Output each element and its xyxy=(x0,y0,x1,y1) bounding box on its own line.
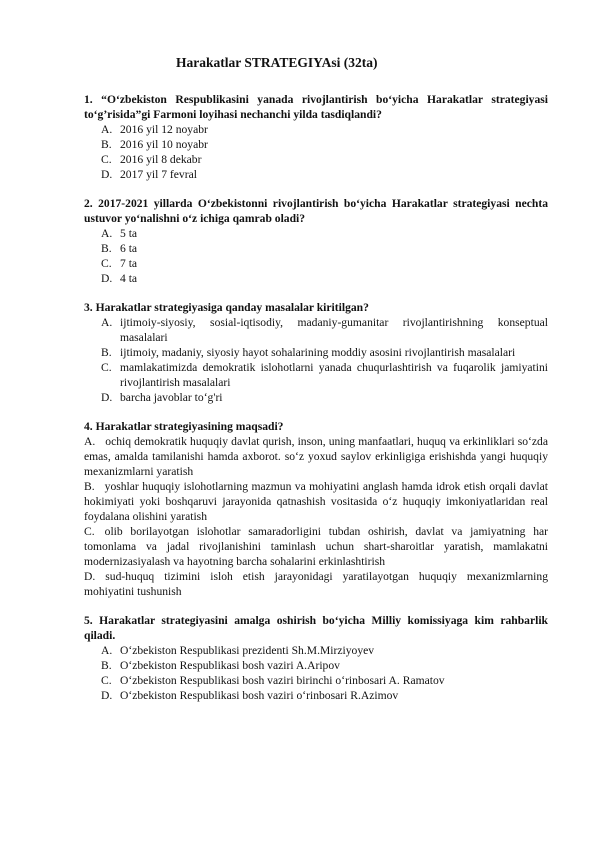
option-label: A. xyxy=(101,644,113,657)
option-label: D. xyxy=(84,570,96,583)
option-d xyxy=(101,688,548,703)
option-text: barcha javoblar to‘g'ri xyxy=(120,391,223,404)
question-text: 1. “O‘zbekiston Respublikasini yanada rivojlantirish bo‘yicha Harakatlar strategiyasi to‘g’risida”gi Farmoni loyihasi nechanchi yilda tasdiqlandi? xyxy=(84,93,548,121)
option-label: A. xyxy=(101,316,113,329)
option-c xyxy=(101,152,548,167)
option-c xyxy=(84,524,548,569)
option-text: olib borilayotgan islohotlar samaradorligini tubdan oshirish, davlat va jamiyatning har tomonlama va jadal rivojlanishini taminlash uchun shart-sharoitlar yaratish, mamlakatni modernizasiyalash va hayotning barcha sohalarini erkinlashtirish xyxy=(84,525,548,568)
option-label: C. xyxy=(101,257,112,270)
option-a xyxy=(101,643,548,658)
question-text: 3. Harakatlar strategiyasiga qanday masalalar kiritilgan? xyxy=(84,301,369,314)
option-b xyxy=(101,241,548,256)
question-text: 4. Harakatlar strategiyasining maqsadi? xyxy=(84,420,284,433)
option-label: B. xyxy=(101,242,112,255)
option-list xyxy=(101,315,548,405)
option-label: D. xyxy=(101,391,113,404)
option-text: O‘zbekiston Respublikasi bosh vaziri birinchi o‘rinbosari A. Ramatov xyxy=(120,674,445,687)
question-4 xyxy=(84,419,548,599)
option-label: A. xyxy=(101,227,113,240)
option-text: 2016 yil 8 dekabr xyxy=(120,153,202,166)
option-list xyxy=(101,122,548,182)
option-text: 6 ta xyxy=(120,242,138,255)
option-c xyxy=(101,256,548,271)
option-b xyxy=(101,658,548,673)
question-text: 2. 2017-2021 yillarda O‘zbekistonni rivojlantirish bo‘yicha Harakatlar strategiyasi nechta ustuvor yo‘nalishni o‘z ichiga qamrab oladi? xyxy=(84,197,548,225)
option-d xyxy=(84,569,548,599)
option-text: 2017 yil 7 fevral xyxy=(120,168,197,181)
option-a xyxy=(101,122,548,137)
option-d xyxy=(101,271,548,286)
question-2 xyxy=(84,196,548,286)
option-label: C. xyxy=(101,153,112,166)
option-text: mamlakatimizda demokratik islohotlarni yanada chuqurlashtirish va fuqarolik jamiyatini rivojlantirish masalalari xyxy=(120,361,548,389)
option-d xyxy=(101,390,548,405)
question-1 xyxy=(84,92,548,182)
document-page xyxy=(84,55,548,717)
option-list xyxy=(101,226,548,286)
option-text: 7 ta xyxy=(120,257,138,270)
option-list xyxy=(101,643,548,703)
option-c xyxy=(101,360,548,390)
option-label: D. xyxy=(101,272,113,285)
option-label: B. xyxy=(84,480,95,493)
question-text: 5. Harakatlar strategiyasini amalga oshirish bo‘yicha Milliy komissiyaga kim rahbarlik qiladi. xyxy=(84,614,548,642)
option-b xyxy=(101,137,548,152)
option-text: yoshlar huquqiy islohotlarning mazmun va mohiyatini anglash hamda idrok etish orqali davlat hokimiyati yoki boshqaruvi jarayonida qatnashish vositasida o‘z huquqiy imkoniyatlaridan real foydalana olishini yaratish xyxy=(84,480,548,523)
option-a xyxy=(101,226,548,241)
option-label: C. xyxy=(84,525,95,538)
option-b xyxy=(101,345,548,360)
option-label: B. xyxy=(101,659,112,672)
option-label: A. xyxy=(101,123,113,136)
page-title: Harakatlar STRATEGIYAsi (32ta) xyxy=(176,55,378,70)
option-label: C. xyxy=(101,674,112,687)
option-label: D. xyxy=(101,168,113,181)
option-text: 4 ta xyxy=(120,272,138,285)
option-label: B. xyxy=(101,138,112,151)
option-d xyxy=(101,167,548,182)
option-text: ijtimoiy, madaniy, siyosiy hayot sohalarining moddiy asosini rivojlantirish masalalari xyxy=(120,346,516,359)
option-c xyxy=(101,673,548,688)
question-5 xyxy=(84,613,548,703)
option-text: O‘zbekiston Respublikasi prezidenti Sh.M.Mirziyoyev xyxy=(120,644,375,657)
option-text: 5 ta xyxy=(120,227,138,240)
option-text: 2016 yil 10 noyabr xyxy=(120,138,208,151)
option-text: 2016 yil 12 noyabr xyxy=(120,123,208,136)
option-text: ochiq demokratik huquqiy davlat qurish, inson, uning manfaatlari, huquq va erkinliklari so‘zda emas, amalda tamilanishi hamda axborot. so‘z yoxud saylov erkinligiga erishishda yangi huquqiy mexanizmlarni yaratish xyxy=(84,435,548,478)
option-text: ijtimoiy-siyosiy, sosial-iqtisodiy, madaniy-gumanitar rivojlantirishning konseptual masalalari xyxy=(120,316,548,344)
option-label: C. xyxy=(101,361,112,374)
question-3 xyxy=(84,300,548,405)
option-a xyxy=(101,315,548,345)
option-text: O‘zbekiston Respublikasi bosh vaziri A.Aripov xyxy=(120,659,340,672)
option-a xyxy=(84,434,548,479)
option-label: B. xyxy=(101,346,112,359)
option-label: D. xyxy=(101,689,113,702)
option-list xyxy=(84,434,548,599)
option-text: O‘zbekiston Respublikasi bosh vaziri o‘rinbosari R.Azimov xyxy=(120,689,399,702)
option-text: sud-huquq tizimini isloh etish jarayonidagi yaratilayotgan huquqiy mexanizmlarning mohiyatini tushunish xyxy=(84,570,548,598)
option-label: A. xyxy=(84,435,96,448)
option-b xyxy=(84,479,548,524)
